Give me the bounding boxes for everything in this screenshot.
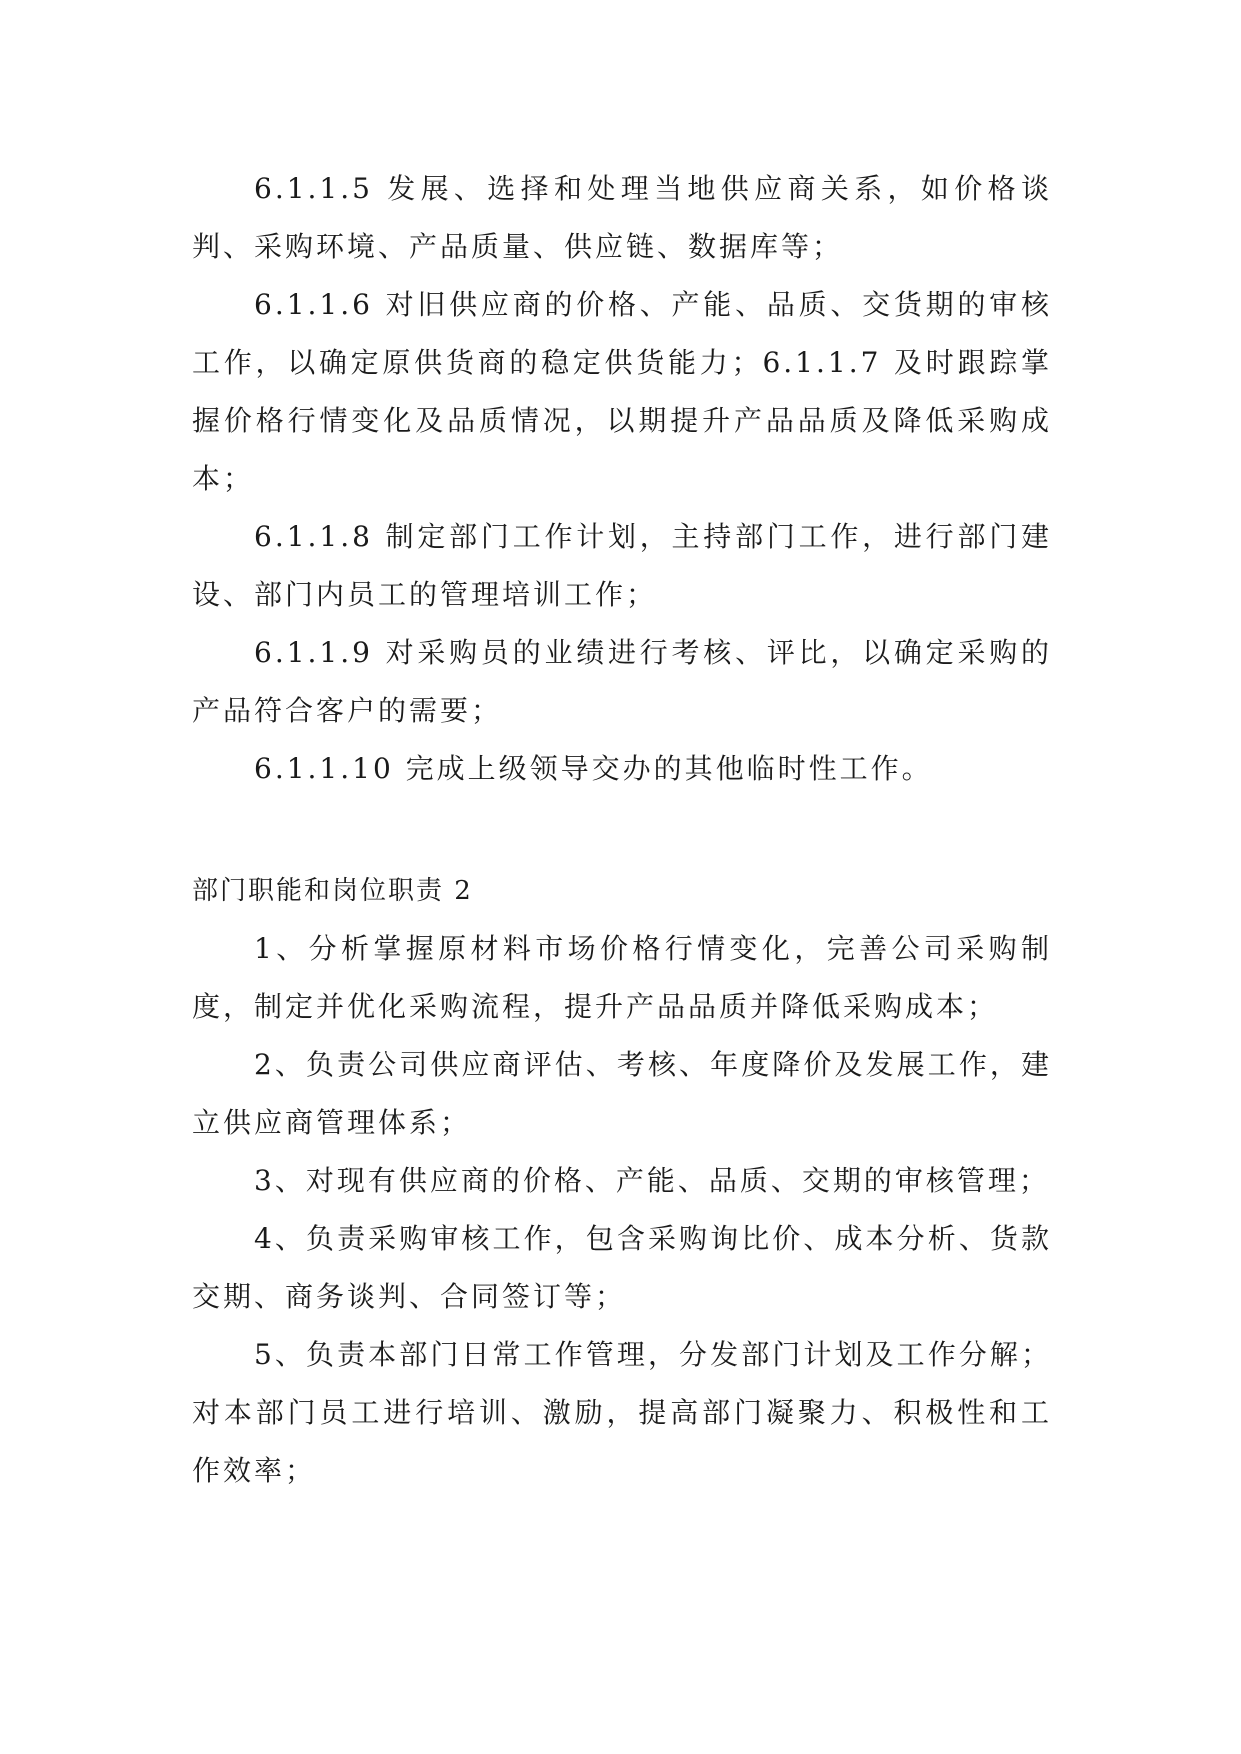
duty-item-5: 5、负责本部门日常工作管理，分发部门计划及工作分解；对本部门员工进行培训、激励，提高部门凝聚力、积极性和工作效率； — [192, 1338, 1052, 1487]
document-body — [192, 160, 1052, 1500]
paragraph-6-1-1-10: 6.1.1.10 完成上级领导交办的其他临时性工作。 — [254, 752, 933, 785]
duty-item-4: 4、负责采购审核工作，包含采购询比价、成本分析、货款交期、商务谈判、合同签订等； — [192, 1222, 1052, 1313]
paragraph-6-1-1-8: 6.1.1.8 制定部门工作计划，主持部门工作，进行部门建设、部门内员工的管理培训工作； — [192, 520, 1052, 611]
paragraph-6-1-1-6: 6.1.1.6 对旧供应商的价格、产能、品质、交货期的审核工作，以确定原供货商的稳定供货能力；6.1.1.7 及时跟踪掌握价格行情变化及品质情况，以期提升产品品质及降低采购成本； — [192, 288, 1052, 495]
duty-item-2: 2、负责公司供应商评估、考核、年度降价及发展工作，建立供应商管理体系； — [192, 1048, 1052, 1139]
paragraph-6-1-1-5: 6.1.1.5 发展、选择和处理当地供应商关系，如价格谈判、采购环境、产品质量、供应链、数据库等； — [192, 172, 1052, 263]
duty-item-1: 1、分析掌握原材料市场价格行情变化，完善公司采购制度，制定并优化采购流程，提升产品品质并降低采购成本； — [192, 932, 1052, 1023]
paragraph-6-1-1-9: 6.1.1.9 对采购员的业绩进行考核、评比，以确定采购的产品符合客户的需要； — [192, 636, 1052, 727]
duty-item-3: 3、对现有供应商的价格、产能、品质、交期的审核管理； — [254, 1164, 1050, 1197]
section-heading: 部门职能和岗位职责 2 — [192, 876, 473, 906]
